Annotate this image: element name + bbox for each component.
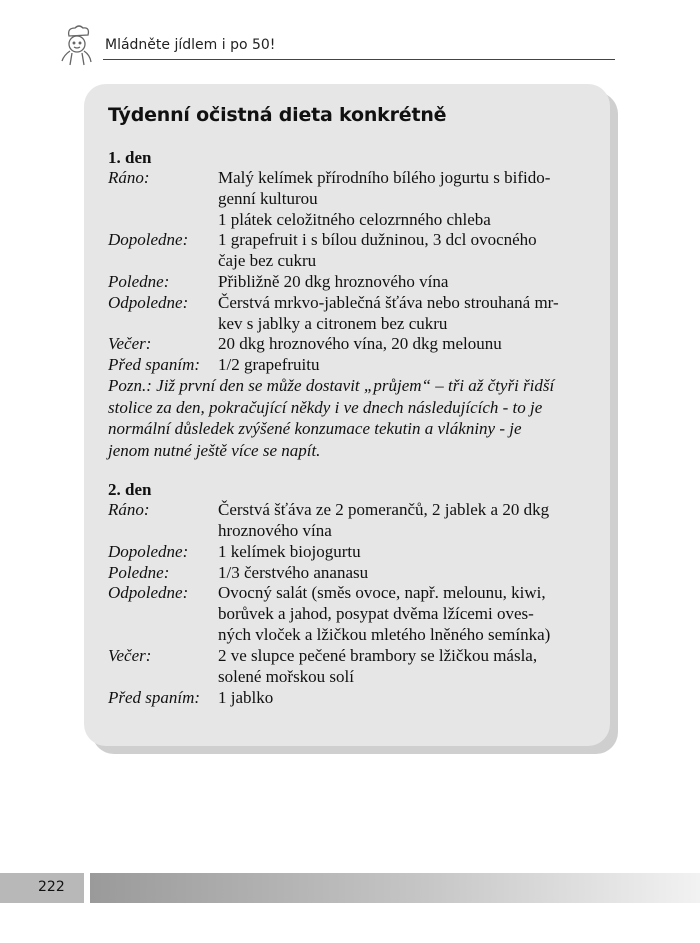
meal-label: Odpoledne:	[108, 583, 189, 602]
day-title: 1. den	[108, 148, 152, 167]
meal-label: Odpoledne:	[108, 293, 189, 312]
header-rule	[103, 59, 615, 60]
meal-label: Dopoledne:	[108, 230, 189, 249]
meal-text: 1 grapefruit i s bílou dužninou, 3 dcl ovocného čaje bez cukru	[218, 230, 537, 270]
meal-label: Ráno:	[108, 168, 150, 187]
page-footer	[0, 873, 700, 903]
running-title: Mládněte jídlem i po 50!	[105, 37, 276, 53]
meal-label: Poledne:	[108, 272, 170, 291]
page-header	[55, 24, 615, 60]
meal-text: Čerstvá šťáva ze 2 pomerančů, 2 jablek a 20 dkg hroznového vína	[218, 500, 550, 540]
meal-text: Malý kelímek přírodního bílého jogurtu s bifido- genní kulturou 1 plátek celožitného celozrnného chleba	[218, 168, 551, 229]
meal-label: Dopoledne:	[108, 542, 189, 561]
meal-text: Čerstvá mrkvo-jablečná šťáva nebo strouhaná mr- kev s jablky a citronem bez cukru	[218, 293, 559, 333]
meal-text: 1 kelímek biojogurtu	[218, 542, 361, 561]
meal-label: Poledne:	[108, 563, 170, 582]
day-title: 2. den	[108, 480, 152, 499]
meal-text: Ovocný salát (směs ovoce, např. melounu, kiwi, borůvek a jahod, posypat dvěma lžícemi oves- ných vloček a lžičkou mletého lněného semínka)	[218, 583, 551, 644]
note-paragraph: Pozn.: Již první den se může dostavit „průjem“ – tři až čtyři řidší stolice za den, pokračující někdy i ve dnech následujících - to je normální důsledek zvýšené konzumace tekutin a vlákniny - je jenom nutné ještě více se napít.	[108, 376, 555, 460]
meal-label: Před spaním:	[108, 355, 201, 374]
meal-text: 1 jablko	[218, 688, 274, 707]
meal-text: 1/2 grapefruitu	[218, 355, 320, 374]
meal-text: 20 dkg hroznového vína, 20 dkg melounu	[218, 334, 502, 353]
meal-text: 1/3 čerstvého ananasu	[218, 563, 369, 582]
meal-text: 2 ve slupce pečené brambory se lžičkou másla, solené mořskou solí	[218, 646, 538, 686]
meal-text: Přibližně 20 dkg hroznového vína	[218, 272, 449, 291]
footer-gradient-bar	[90, 873, 700, 903]
page-number: 222	[38, 879, 65, 895]
chef-mascot-icon	[55, 24, 99, 68]
card-title: Týdenní očistná dieta konkrétně	[108, 104, 447, 126]
meal-label: Večer:	[108, 646, 152, 665]
meal-label: Večer:	[108, 334, 152, 353]
meal-label: Před spaním:	[108, 688, 201, 707]
meal-label: Ráno:	[108, 500, 150, 519]
